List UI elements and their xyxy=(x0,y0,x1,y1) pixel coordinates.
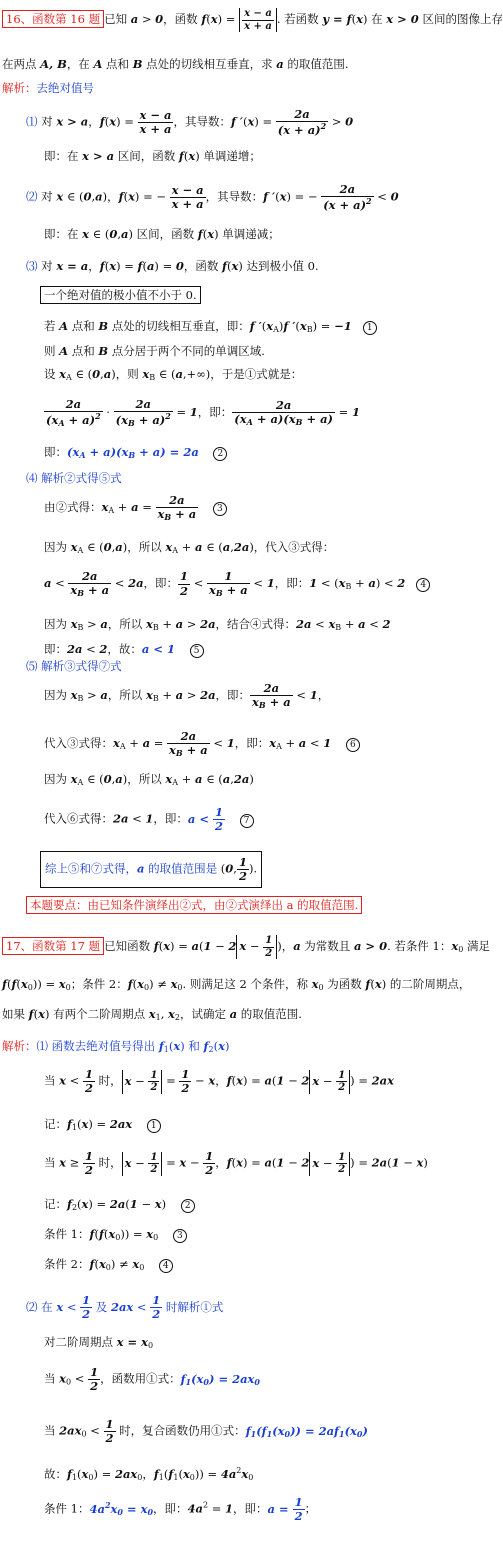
step-4-because: 因为 $x_A$ ∈ (0,a)，所以 $x_A + a$ ∈ (a,2a)，代入③式得： xyxy=(44,540,335,555)
condition-1: 条件 1：$f(f(x_0)) = x_0$ 3 xyxy=(44,1228,187,1243)
last-line: 条件 1：$4a^2x_0 = x_0$，即：$4a^2 = 1$，即：a = $\frac{1}{2}$ ； xyxy=(44,1495,317,1524)
hence: 故：$f_1(x_0) = 2ax_0$，$f_1(f_1(x_0)) = 4a^2x_0$ xyxy=(44,1466,254,1482)
key-point-box: 本题要点：由已知条件演绎出②式，由②式演绎出 a 的取值范围. xyxy=(26,899,362,913)
condition-2: 条件 2：$f(x_0) \ne x_0$ 4 xyxy=(44,1258,173,1273)
step-5-because-2: 因为 $x_A$ ∈ (0,a)，所以 $x_A + a$ ∈ (a,2a) xyxy=(44,772,254,787)
step-1-line: ⑴ 对 x > a，f(x) = $\frac{x - a}{x + a}$ ，其导数：f ′(x) = $\frac{2a}{(x + a)^2}$ > 0 xyxy=(26,107,354,138)
step-5-title: ⑸ 解析③式得⑦式 xyxy=(26,659,122,673)
case-2: 当 x ≥ $\frac{1}{2}$ 时， x − $\frac{1}{2}$ = x − $\frac{1}{2}$ ，f(x) = a(1 − 2 x − $\frac{1}{2}$ ) = 2a(1 − x) xyxy=(44,1149,428,1178)
step-5-result: 代入⑥式得：2a < 1，即：a < $\frac{1}{2}$ 7 xyxy=(44,806,254,833)
composite: 当 $2ax_0$ < $\frac{1}{2}$ 时，复合函数仍用①式：$f_1(f_1(x_0)) = 2af_1(x_0)$ xyxy=(44,1417,368,1446)
problem-16-statement-line-1: 16、函数第 16 题 已知 a > 0，函数 f(x) = $\frac{x - a}{x + a}$ . 若函数 y = f(x) 在 x > 0 区间的图像上存 xyxy=(2,8,503,32)
problem-16-header: 16、函数第 16 题 xyxy=(2,10,104,28)
equation-2: 即：$(x_A + a)(x_B + a) = 2a$ 2 xyxy=(44,446,227,461)
step-2-title-17: ⑵ 在 x < $\frac{1}{2}$ 及 2ax < $\frac{1}{2}$ 时解析①式 xyxy=(26,1293,224,1322)
note-1: 记：$f_1(x) = 2ax$ 1 xyxy=(44,1118,161,1133)
step-4-result: 即：2a < 2，故：a < 1 5 xyxy=(44,643,204,658)
step-4-because-2: 因为 $x_B > a$，所以 $x_B + a > 2a$，结合④式得：$2a < x_B + a < 2$ xyxy=(44,617,391,632)
step-4-from: 由②式得：$x_A + a$ = $\frac{2a}{x_B + a}$ 3 xyxy=(44,494,227,522)
periodic-point: 对二阶周期点 $x = x_0$ xyxy=(44,1335,154,1350)
step-3-line: ⑶ 对 x = a，f(x) = f(a) = 0，函数 f(x) 达到极小值 0. xyxy=(26,259,319,273)
problem-16-statement-line-2: 在两点 A, B，在 A 点和 B 点处的切线相互垂直，求 a 的取值范围. xyxy=(2,57,349,71)
step-5-substitute: 代入③式得：$x_A + a$ = $\frac{2a}{x_B + a}$ < 1，即：$x_A + a < 1$ 6 xyxy=(44,730,360,758)
analysis-header-16 xyxy=(2,82,94,96)
set-line: 设 $x_A$ ∈ (0,a)，则 $x_B$ ∈ (a,+∞)，于是①式就是： xyxy=(44,367,303,382)
problem-17-statement-line-3: 如果 f(x) 有两个二阶周期点 $x_1$, $x_2$，试确定 a 的取值范围. xyxy=(2,1007,302,1022)
step-2-note: 即：在 x ∈ (0,a) 区间，函数 f(x) 单调递减； xyxy=(44,227,280,241)
summary-box: 综上⑤和⑦式得，a 的取值范围是 (0, $\frac{1}{2}$ ). xyxy=(40,851,262,888)
min-value-box: 一个绝对值的极小值不小于 0. xyxy=(40,289,201,303)
analysis-header-17: 解析：⑴ 函数去绝对值号得出 $f_1(x)$ 和 $f_2(x)$ xyxy=(2,1039,230,1054)
case-1: 当 x < $\frac{1}{2}$ 时， x − $\frac{1}{2}$ = $\frac{1}{2}$ − x，f(x) = a(1 − 2 x − $\frac{1}{2}$ ) = 2ax xyxy=(44,1067,394,1096)
step-4-inequality: a < $\frac{2a}{x_B + a}$ < 2a，即： $\frac{1}{2}$ < $\frac{1}{x_B + a}$ < 1，即：$1 < (x_B + a) < 2$ 4 xyxy=(44,570,430,598)
analysis-title: 去绝对值号 xyxy=(36,81,94,95)
analysis-label: 解析： xyxy=(2,81,37,95)
problem-17-statement-line-1: 17、函数第 17 题 已知函数 f(x) = a(1 − 2 x − $\frac{1}{2}$ )，a 为常数且 a > 0. 若条件 1：$x_0$ 满足 xyxy=(2,935,490,959)
problem-17-header: 17、函数第 17 题 xyxy=(2,937,104,955)
separate-regions: 则 A 点和 B 点分居于两个不同的单调区域. xyxy=(44,344,265,358)
note-2: 记：$f_2(x) = 2a(1 - x)$ 2 xyxy=(44,1198,195,1213)
step-2-line: ⑵ 对 x ∈ (0,a)，f(x) = − $\frac{x - a}{x + a}$ ，其导数：f ′(x) = − $\frac{2a}{(x + a)^2}$ < 0 xyxy=(26,182,399,213)
step-1-note: 即：在 x > a 区间，函数 f(x) 单调递增； xyxy=(44,149,261,163)
equation-product: $\frac{2a}{(x_A + a)^2}$ · $\frac{2a}{(x_B + a)^2}$ = 1，即： $\frac{2a}{(x_A + a)(x_B + a)}$ = 1 xyxy=(46,397,360,429)
perpendicular-condition: 若 A 点和 B 点处的切线相互垂直，即：f $'(x_A)f$ $'(x_B) = -1$ 1 xyxy=(44,320,377,335)
step-5-because: 因为 $x_B > a$，所以 $x_B + a > 2a$，即： $\frac{2a}{x_B + a}$ < 1， xyxy=(44,681,330,711)
case-x0: 当 $x_0$ < $\frac{1}{2}$ ，函数用①式：$f_1(x_0) = 2ax_0$ xyxy=(44,1365,260,1394)
step-4-title: ⑷ 解析②式得⑤式 xyxy=(26,471,122,485)
problem-17-statement-line-2: $f(f(x_0)) = x_0$；条件 2：$f(x_0) \ne x_0$. 则满足这 2 个条件，称 $x_0$ 为函数 f(x) 的二阶周期点， xyxy=(2,977,471,992)
